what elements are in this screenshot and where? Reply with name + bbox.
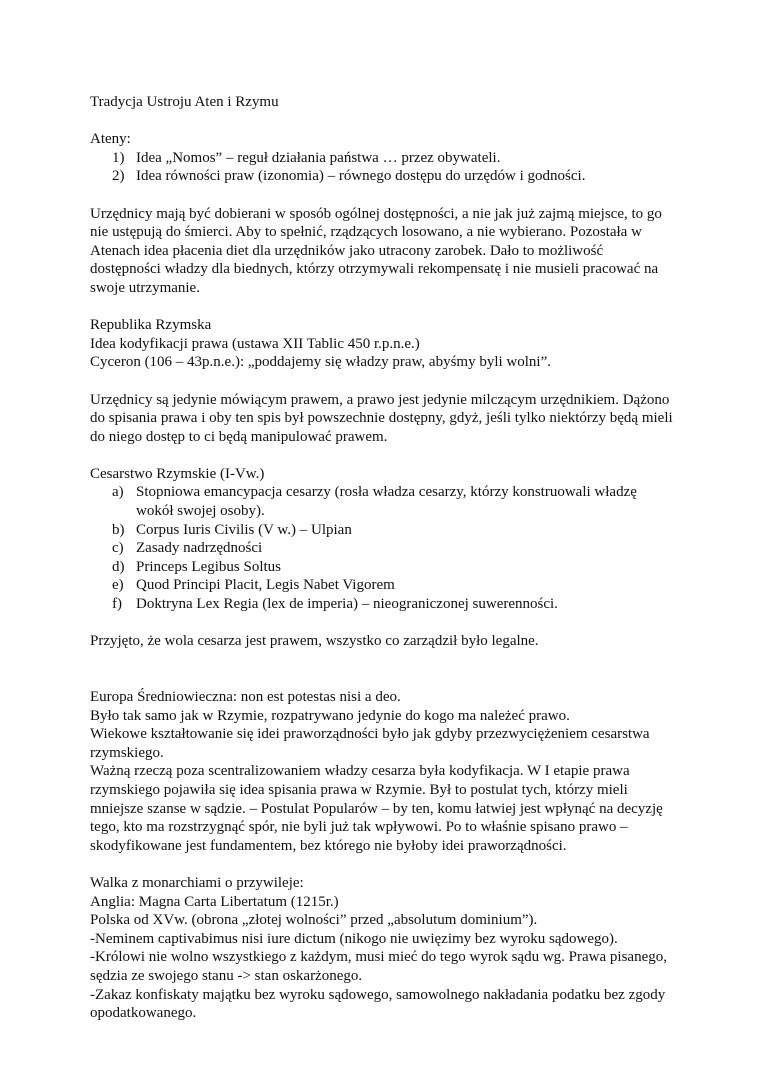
walka-line: Anglia: Magna Carta Libertatum (1215r.) — [90, 893, 339, 910]
list-item — [90, 558, 675, 577]
cesarstwo-conclusion: Przyjęto, że wola cesarza jest prawem, wszystko co zarządził było legalne. — [90, 633, 539, 650]
europa-line: Europa Średniowieczna: non est potestas nisi a deo. — [90, 689, 401, 705]
list-item — [90, 149, 675, 168]
list-item — [90, 167, 675, 186]
rzym-paragraph: Urzędnicy są jedynie mówiącym prawem, a prawo jest jedynie milczącym urzędnikiem. Dążono do spisania prawa i oby ten spis był powszechnie dostępny, gdyż, jeśli tylko niektórzy będą mieli do niego dostęp to ci będą manipulować prawem. — [90, 391, 673, 445]
list-marker: d) — [112, 558, 125, 575]
walka-line: -Zakaz konfiskaty majątku bez wyroku sądowego, samowolnego nakładania podatku bez zgody opodatkowanego. — [90, 986, 666, 1022]
list-item — [90, 483, 675, 520]
document-title: Tradycja Ustroju Aten i Rzymu — [90, 94, 279, 110]
list-item — [90, 539, 675, 558]
walka-line: -Neminem captivabimus nisi iure dictum (nikogo nie uwięzimy bez wyroku sądowego). — [90, 930, 618, 947]
list-item-text: Stopniowa emancypacja cesarzy (rosła władza cesarzy, którzy konstruowali władzę wokół swojej osoby). — [136, 484, 637, 520]
ateny-paragraph: Urzędnicy mają być dobierani w sposób ogólnej dostępności, a nie jak już zajmą miejsce, to go nie ustępują do śmierci. Aby to spełnić, rządzących losowano, a nie wybierano. Pozostała w Atenach idea płacenia diet dla urzędników jako utracony zarobek. Dało to możliwość dostępności władzy dla biednych, którzy otrzymywali rekompensatę i nie musieli pracować na swoje utrzymanie. — [90, 205, 662, 296]
rzym-line: Idea kodyfikacji prawa (ustawa XII Tablic 450 r.p.n.e.) — [90, 335, 420, 352]
list-item — [90, 576, 675, 595]
list-item-text: Doktryna Lex Regia (lex de imperia) – nieograniczonej suwerenności. — [136, 596, 558, 613]
list-item-text: Corpus Iuris Civilis (V w.) – Ulpian — [136, 521, 352, 538]
document-body — [90, 93, 675, 1023]
list-marker: f) — [112, 596, 122, 613]
ateny-heading: Ateny: — [90, 131, 131, 148]
list-marker: a) — [112, 484, 124, 501]
list-marker: 1) — [112, 149, 125, 166]
list-item-text: Princeps Legibus Soltus — [136, 558, 281, 575]
walka-line: -Królowi nie wolno wszystkiego z każdym, musi mieć do tego wyrok sądu wg. Prawa pisanego, sędzia ze swojego stanu -> stan oskarżonego. — [90, 949, 667, 984]
list-item-text: Zasady nadrzędności — [136, 540, 263, 557]
list-item-text: Idea „Nomos” – reguł działania państwa … przez obywateli. — [136, 149, 501, 166]
list-marker: c) — [112, 540, 124, 557]
cesarstwo-heading: Cesarstwo Rzymskie (I-Vw.) — [90, 465, 265, 482]
list-marker: 2) — [112, 168, 125, 185]
list-marker: b) — [112, 521, 125, 538]
rzym-heading: Republika Rzymska — [90, 317, 212, 334]
list-marker: e) — [112, 577, 124, 594]
walka-heading: Walka z monarchiami o przywileje: — [90, 874, 304, 891]
cesarstwo-list — [90, 483, 675, 613]
list-item — [90, 595, 675, 614]
ateny-list — [90, 149, 675, 186]
list-item-text: Quod Principi Placit, Legis Nabet Vigorem — [136, 577, 395, 594]
rzym-line: Cyceron (106 – 43p.n.e.): „poddajemy się władzy praw, abyśmy byli wolni”. — [90, 354, 552, 371]
europa-line: Wiekowe kształtowanie się idei praworządności było jak gdyby przezwyciężeniem cesarstwa rzymskiego. — [90, 726, 650, 761]
list-item — [90, 521, 675, 540]
list-item-text: Idea równości praw (izonomia) – równego dostępu do urzędów i godności. — [136, 168, 586, 185]
europa-paragraph: Ważną rzeczą poza scentralizowaniem władzy cesarza była kodyfikacja. W I etapie prawa rzymskiego pojawiła się idea spisania prawa w Rzymie. Był to postulat tych, którzy mieli mniejsze szanse w sądzie. – Postulat Popularów – by ten, komu łatwiej jest wpłynąć na decyzję tego, kto ma rozstrzygnąć spór, nie byli już tak wpływowi. Po to właśnie spisano prawo – skodyfikowane jest fundamentem, bez którego nie byłoby idei praworządności. — [90, 763, 663, 854]
walka-line: Polska od XVw. (obrona „złotej wolności” przed „absolutum dominium”). — [90, 912, 538, 929]
europa-line: Było tak samo jak w Rzymie, rozpatrywano jedynie do kogo ma należeć prawo. — [90, 707, 570, 724]
